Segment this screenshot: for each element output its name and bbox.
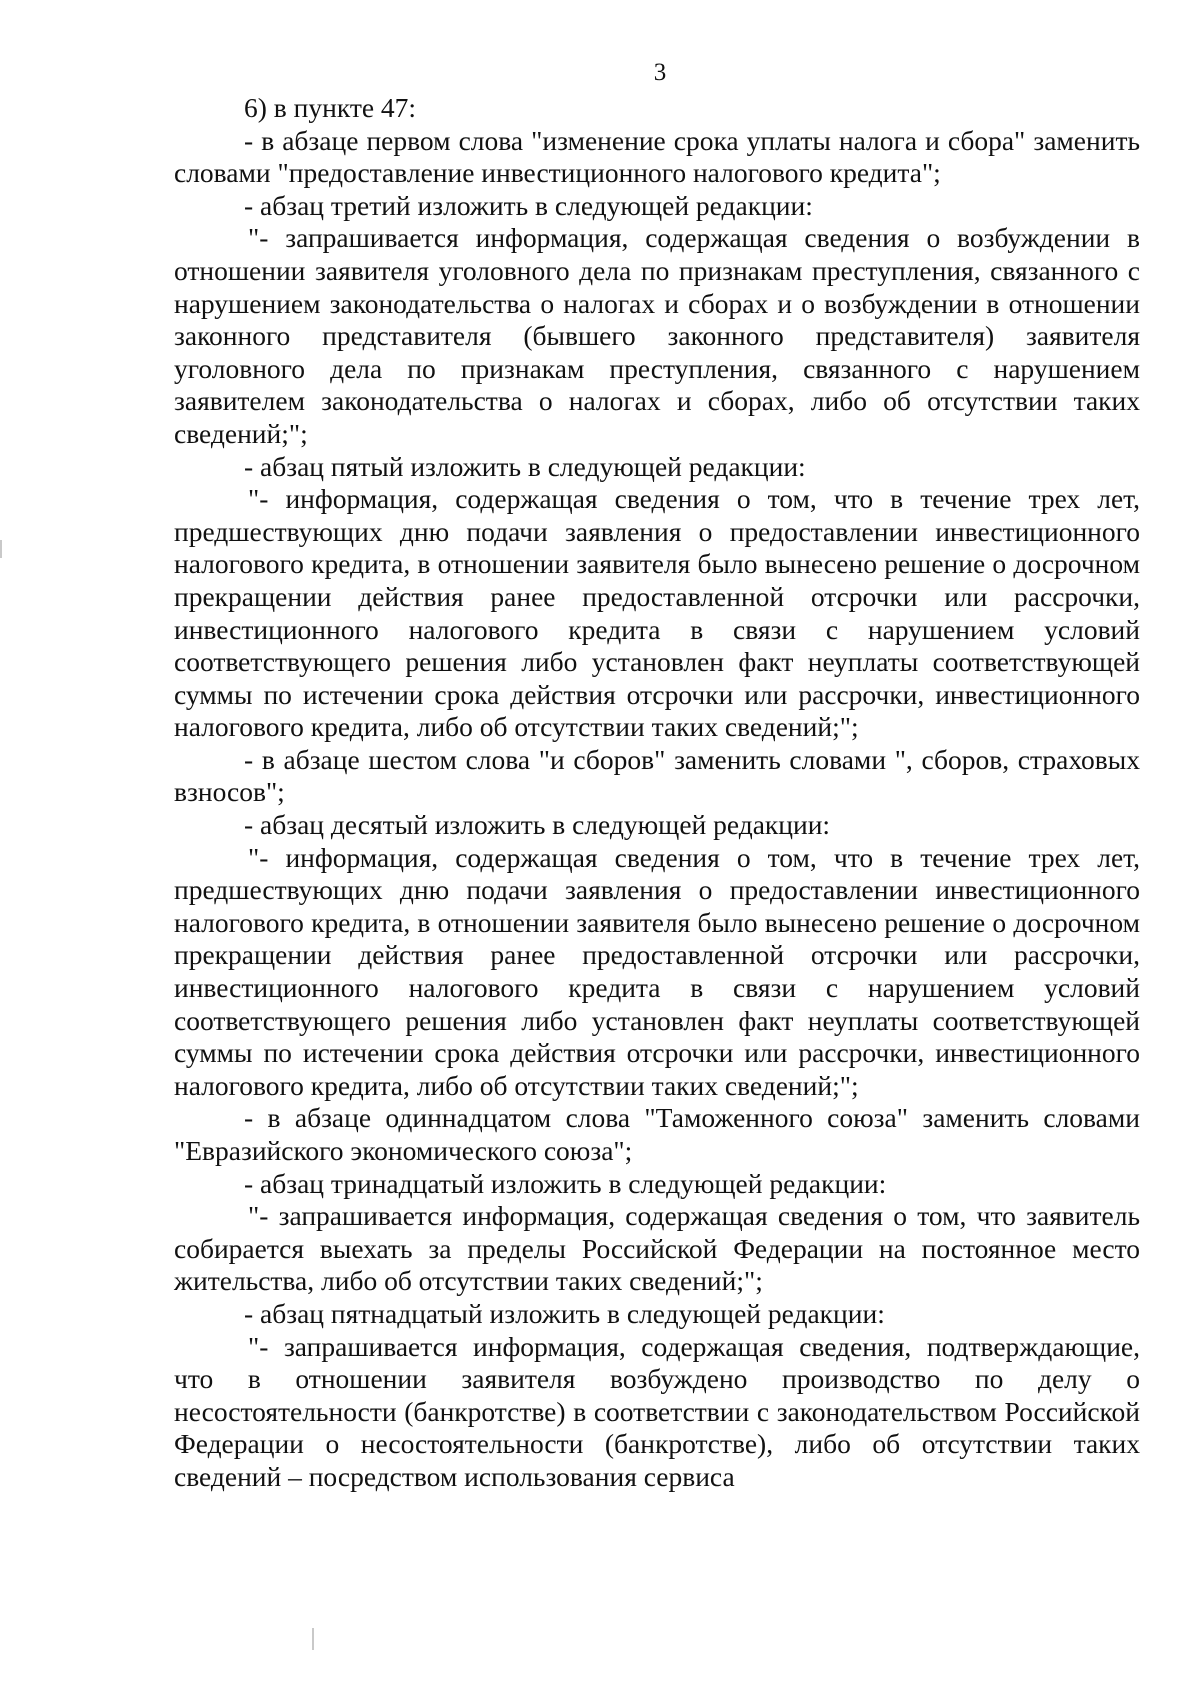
amendment-item: - абзац пятый изложить в следующей редакции:	[244, 450, 806, 482]
quoted-text: "- запрашивается информация, содержащая сведения о возбуждении в отношении заявителя уголовного дела по признакам преступления, связанного с нарушением законодательства о налогах и сборах и о возбуждении в отношении законного представителя (бывшего законного представителя) заявителя уголовного дела по признакам преступления, связанного с нарушением заявителем законодательства о налогах и сборах, либо об отсутствии таких сведений;";	[174, 222, 1140, 449]
amendment-item: - абзац третий изложить в следующей редакции:	[244, 189, 813, 221]
scan-edge-mark	[312, 1628, 314, 1650]
quoted-text: "- запрашивается информация, содержащая сведения, подтверждающие, что в отношении заявителя возбуждено производство по делу о несостоятельности (банкротстве) в соответствии с законодательством Российской Федерации о несостоятельности (банкротстве), либо об отсутствии таких сведений – посредством использования сервиса	[174, 1330, 1140, 1492]
quoted-text: "- информация, содержащая сведения о том, что в течение трех лет, предшествующих дню подачи заявления о предоставлении инвестиционного налогового кредита, в отношении заявителя было вынесено решение о досрочном прекращении действия ранее предоставленной отсрочки или рассрочки, инвестиционного налогового кредита в связи с нарушением условий соответствующего решения либо установлен факт неуплаты соответствующей суммы по истечении срока действия отсрочки или рассрочки, инвестиционного налогового кредита, либо об отсутствии таких сведений;";	[174, 483, 1140, 743]
amendment-item: - в абзаце первом слова "изменение срока уплаты налога и сбора" заменить словами "предоставление инвестиционного налогового кредита";	[174, 124, 1140, 189]
quoted-text: "- запрашивается информация, содержащая сведения о том, что заявитель собирается выехать за пределы Российской Федерации на постоянное место жительства, либо об отсутствии таких сведений;";	[174, 1200, 1140, 1297]
quoted-text: "- информация, содержащая сведения о том, что в течение трех лет, предшествующих дню подачи заявления о предоставлении инвестиционного налогового кредита, в отношении заявителя было вынесено решение о досрочном прекращении действия ранее предоставленной отсрочки или рассрочки, инвестиционного налогового кредита в связи с нарушением условий соответствующего решения либо установлен факт неуплаты соответствующей суммы по истечении срока действия отсрочки или рассрочки, инвестиционного налогового кредита, либо об отсутствии таких сведений;";	[174, 841, 1140, 1101]
document-body	[174, 92, 1140, 1494]
amendment-item: - абзац тринадцатый изложить в следующей редакции:	[244, 1167, 887, 1199]
amendment-item: - абзац пятнадцатый изложить в следующей редакции:	[244, 1297, 885, 1329]
amendment-item: - абзац десятый изложить в следующей редакции:	[244, 809, 831, 841]
scan-edge-mark	[0, 540, 2, 558]
page-number: 3	[653, 59, 667, 86]
amendment-heading: 6) в пункте 47:	[244, 92, 417, 123]
amendment-item: - в абзаце одиннадцатом слова "Таможенного союза" заменить словами "Евразийского экономического союза";	[174, 1102, 1140, 1166]
amendment-item: - в абзаце шестом слова "и сборов" заменить словами ", сборов, страховых взносов";	[174, 743, 1140, 808]
